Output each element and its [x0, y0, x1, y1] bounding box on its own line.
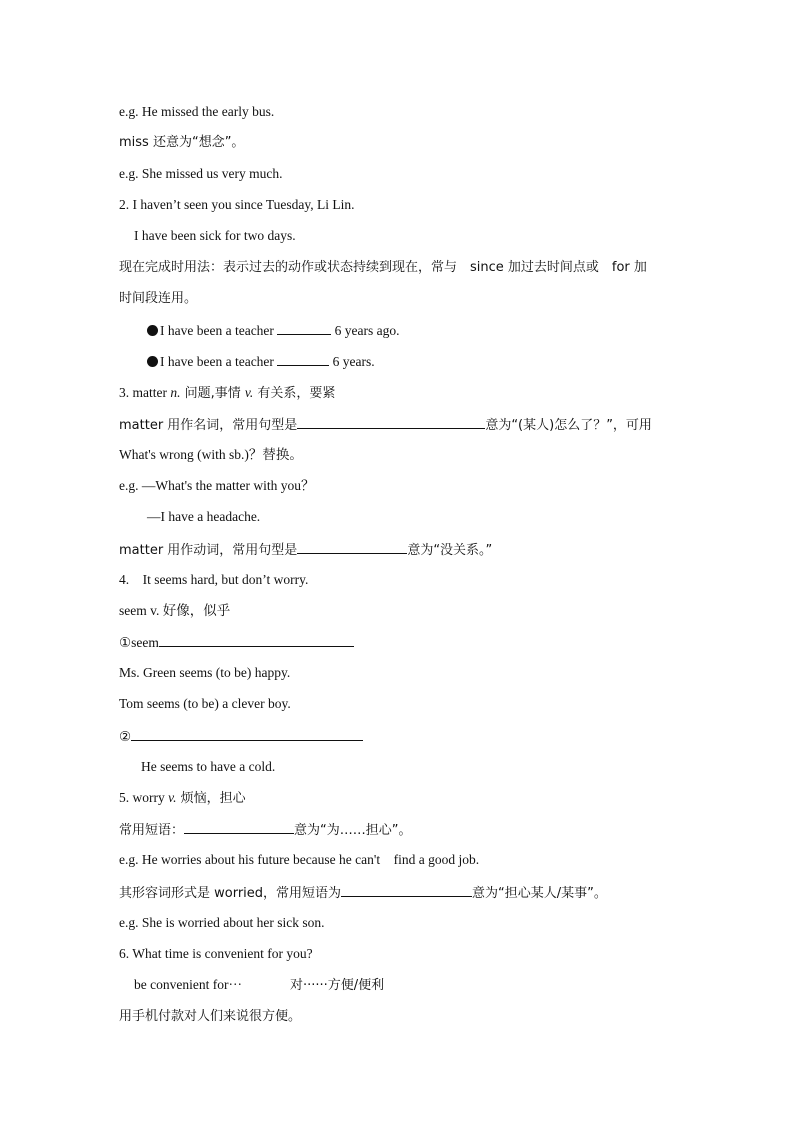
- exercise-for-line: I have been a teacher 6 years.: [147, 352, 684, 371]
- whats-wrong-replace: What's wrong (with sb.)？替换。: [119, 447, 303, 462]
- blank-seem-2[interactable]: [131, 727, 363, 741]
- convenient-phrase: be convenient for··· 对······方便/便利: [134, 977, 385, 993]
- seem-definition: seem v. 好像，似乎: [119, 603, 231, 618]
- blank-worry-phrase[interactable]: [184, 820, 294, 834]
- translation-exercise: 用手机付款对人们来说很方便。: [119, 1009, 302, 1024]
- example-seems-clever: Tom seems (to be) a clever boy.: [119, 696, 291, 711]
- example-worried-son: e.g. She is worried about her sick son.: [119, 915, 325, 930]
- example-headache-answer: —I have a headache.: [147, 509, 261, 524]
- bullet-icon: [147, 325, 158, 336]
- matter-verb-pattern: matter 用作动词，常用句型是 意为“没关系。”: [119, 540, 684, 560]
- blank-matter-noun[interactable]: [297, 415, 485, 429]
- example-missed-bus: e.g. He missed the early bus.: [119, 104, 275, 119]
- point-4-heading: 4. It seems hard, but don’t worry.: [119, 572, 309, 587]
- worried-phrase: 其形容词形式是 worried，常用短语为 意为“担心某人/某事”。: [119, 883, 684, 903]
- worry-phrase: 常用短语： 意为“为……担心”。: [119, 820, 684, 840]
- miss-meaning-note: miss 还意为“想念”。: [119, 135, 245, 150]
- example-seems-cold: He seems to have a cold.: [141, 759, 276, 774]
- point-5-heading: 5. worry v. 烦恼，担心: [119, 790, 246, 806]
- example-matter-question: e.g. —What's the matter with you？: [119, 478, 315, 493]
- point-2-heading: 2. I haven’t seen you since Tuesday, Li Lin.: [119, 197, 355, 212]
- seem-pattern-2: ②: [119, 727, 684, 746]
- point-3-heading: 3. matter n. 问题,事情 v. 有关系，要紧: [119, 385, 336, 401]
- example-missed-us: e.g. She missed us very much.: [119, 166, 283, 181]
- bullet-icon: [147, 356, 158, 367]
- point-6-heading: 6. What time is convenient for you?: [119, 946, 313, 961]
- blank-for[interactable]: [277, 352, 329, 366]
- present-perfect-usage: 现在完成时用法：表示过去的动作或状态持续到现在，常与 since 加过去时间点或 for 加: [119, 260, 647, 275]
- seem-pattern-1: ①seem: [119, 633, 684, 652]
- matter-noun-pattern: matter 用作名词，常用句型是 意为“(某人)怎么了？”，可用: [119, 415, 684, 435]
- blank-worried-phrase[interactable]: [341, 883, 472, 897]
- example-worries-future: e.g. He worries about his future because he can't find a good job.: [119, 852, 480, 867]
- present-perfect-usage-cont: 时间段连用。: [119, 291, 198, 306]
- blank-seem-1[interactable]: [159, 633, 354, 647]
- example-seems-happy: Ms. Green seems (to be) happy.: [119, 665, 291, 680]
- point-2-second-sentence: I have been sick for two days.: [134, 228, 296, 243]
- blank-since[interactable]: [277, 321, 331, 335]
- blank-matter-verb[interactable]: [297, 540, 407, 554]
- exercise-since-line: I have been a teacher 6 years ago.: [147, 321, 684, 340]
